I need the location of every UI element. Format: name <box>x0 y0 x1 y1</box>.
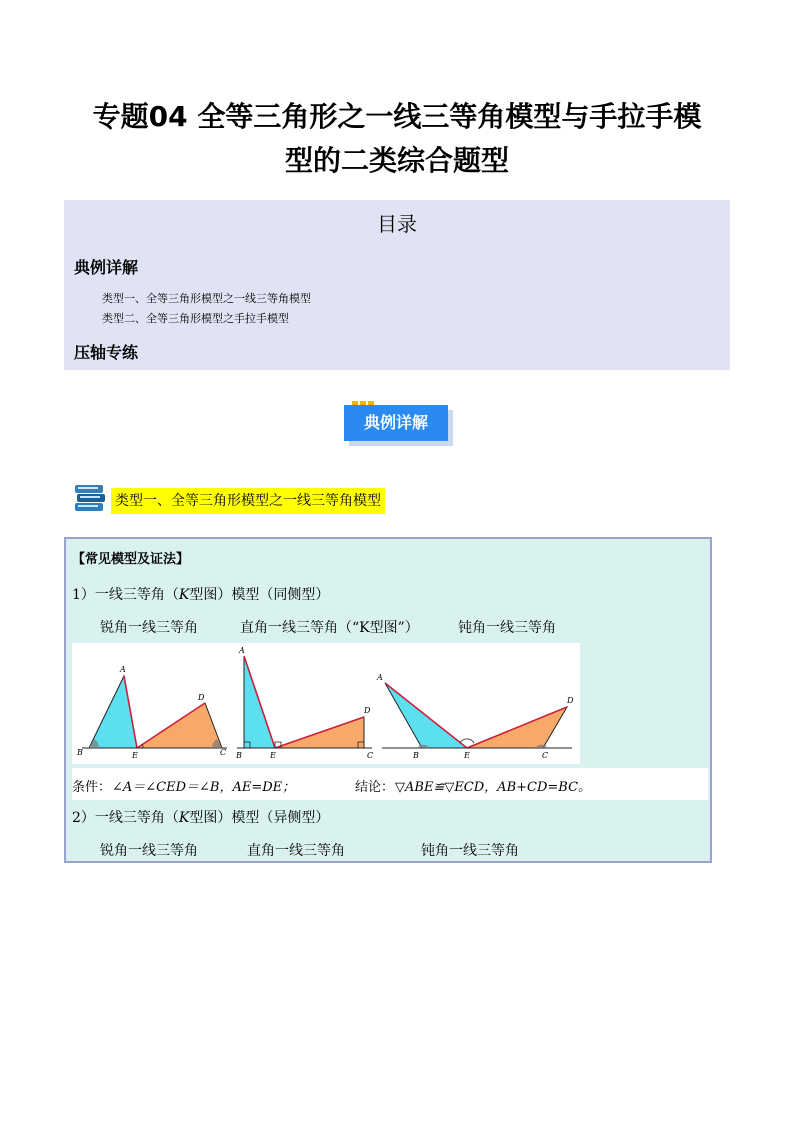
condition-label: 条件： <box>72 780 112 795</box>
caption-right: 直角一线三等角（“K型图”） <box>240 620 419 636</box>
label-b-2: B <box>236 751 242 760</box>
toc-section-practice[interactable]: 压轴专练 <box>74 343 139 362</box>
label-b: B <box>77 748 83 757</box>
label-e: E <box>132 751 138 760</box>
label-a: A <box>120 665 126 674</box>
toc-item-type-2[interactable]: 类型二、全等三角形模型之手拉手模型 <box>102 312 289 325</box>
item-2-heading: 2）一线三等角（K型图）模型（异侧型） <box>72 810 330 826</box>
condition-row <box>72 768 708 800</box>
conclusion-expression: ▽ABE≌▽ECD，AB+CD=BC。 <box>395 780 592 795</box>
books-icon <box>72 481 108 517</box>
label-c-3: C <box>542 751 549 760</box>
toc-heading: 目录 <box>377 212 417 236</box>
item-1-heading: 1）一线三等角（K型图）模型（同侧型） <box>72 587 330 603</box>
caption2-right: 直角一线三等角 <box>247 843 345 859</box>
label-e-3: E <box>464 751 470 760</box>
label-a-3: A <box>377 673 383 682</box>
label-e-2: E <box>270 751 276 760</box>
box-heading: 【常见模型及证法】 <box>72 552 190 567</box>
label-d: D <box>198 693 205 702</box>
page-title <box>60 95 734 183</box>
label-c: C <box>220 748 227 757</box>
caption2-obtuse: 钝角一线三等角 <box>421 843 519 859</box>
caption-obtuse: 钝角一线三等角 <box>458 620 556 636</box>
caption-acute: 锐角一线三等角 <box>100 620 198 636</box>
table-of-contents <box>64 200 730 370</box>
label-b-3: B <box>413 751 419 760</box>
condition-expression: ∠A＝∠CED＝∠B，AE=DE； <box>112 780 296 795</box>
label-d-2: D <box>364 706 371 715</box>
label-c-2: C <box>367 751 374 760</box>
label-a-2: A <box>239 646 245 655</box>
section-badge: 典例详解 <box>344 405 448 441</box>
toc-item-type-1[interactable]: 类型一、全等三角形模型之一线三等角模型 <box>102 292 311 305</box>
label-d-3: D <box>567 696 574 705</box>
title-line-1: 专题04 全等三角形之一线三等角模型与手拉手模 <box>92 100 702 133</box>
caption2-acute: 锐角一线三等角 <box>100 843 198 859</box>
conclusion-label: 结论： <box>355 780 395 795</box>
type-1-heading: 类型一、全等三角形模型之一线三等角模型 <box>111 488 385 514</box>
title-line-2: 型的二类综合题型 <box>284 144 509 177</box>
toc-section-examples[interactable]: 典例详解 <box>74 258 139 277</box>
triangle-figures <box>72 643 580 764</box>
